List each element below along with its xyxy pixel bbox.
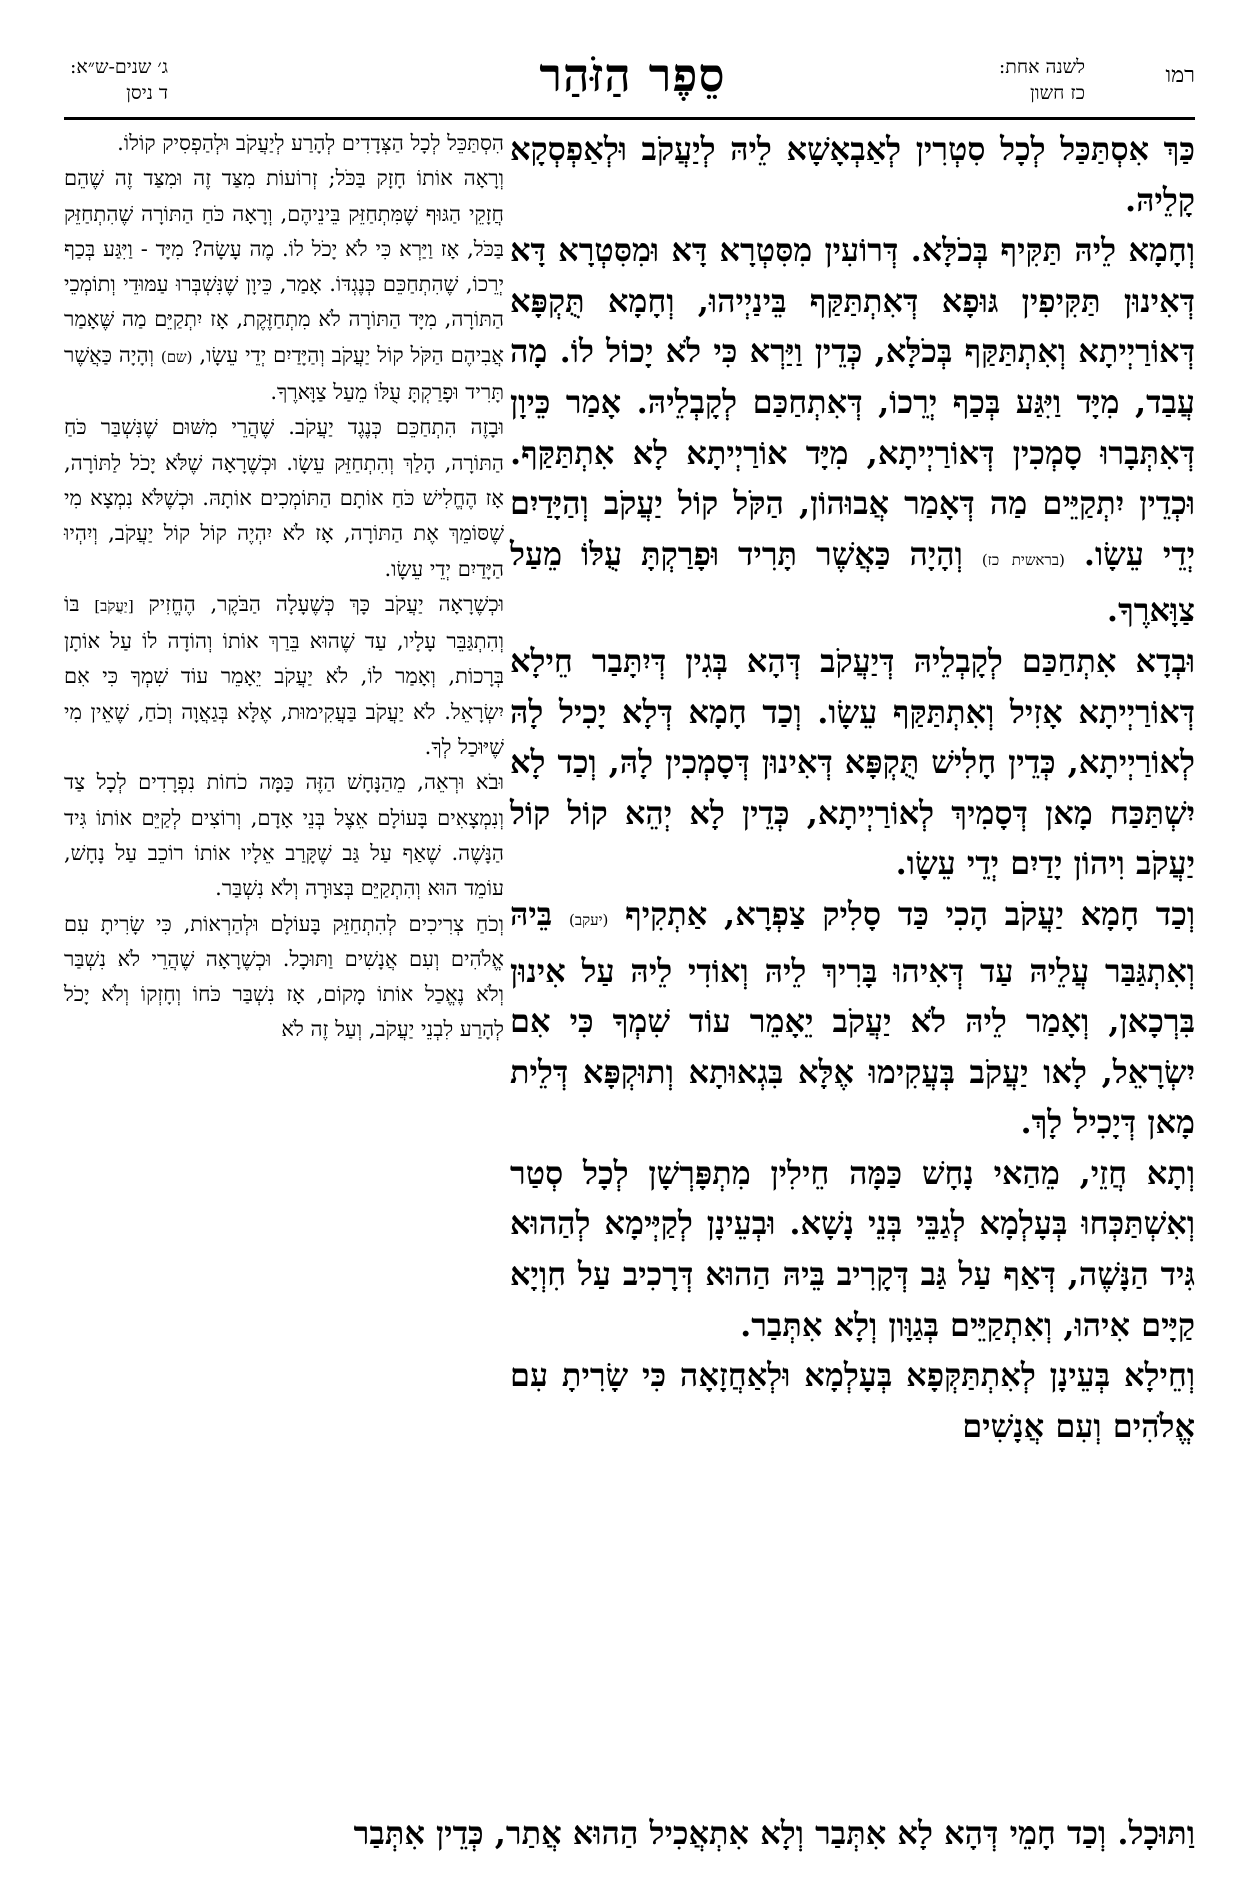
main-text: כַּךְ אִסְתַּכַּל לְכָל סִטְרִין לְאַבְאָשָׁא לֵיהּ לְיַעֲקֹב וּלְאַפְסְקָא קָלֵיהּ. [510, 130, 1195, 219]
side-text: וְכֹחַ צְרִיכִים לְהִתְחַזֵּק בָּעוֹלָם וּלְהַרְאוֹת, כִּי שָׂרִיתָ עִם אֱלֹהִים וְעִם אֲנָשִׁים וַתּוּכָל. וּכְשֶׁרָאָה שֶׁהֲרֵי לֹא נִשְׁבַּר וְלֹא נֶאֱכַל אוֹתוֹ מָקוֹם, אָז נִשְׁבַּר כֹּחוֹ וְחָזְקוֹ וְלֹא יָכֹל לְהָרַע לִבְנֵי יַעֲקֹב, וְעַל זֶה לֹא [64, 911, 504, 1042]
side-text: בּוֹ וְהִתְגַּבֵּר עָלָיו, עַד שֶׁהוּא בֵּרַךְ אוֹתוֹ וְהוֹדָה לוֹ עַל אוֹתָן בְּרָכוֹת, וְאָמַר לוֹ, לֹא יַעֲקֹב יֵאָמֵר עוֹד שִׁמְךָ כִּי אִם יִשְׂרָאֵל. לֹא יַעֲקֹב בַּעֲקִימוּת, אֶלָּא בְּגַאֲוָה וְכֹחַ, שֶׁאֵין מִי שֶׁיּוּכַל לְךָ. [64, 591, 504, 760]
main-text: וְחָמָא לֵיהּ תַּקִּיף בְּכֹלָּא. דְּרוֹעִין מִסִּטְרָא דָּא וּמִסִּטְרָא דָּא דְּאִינוּן תַּקִּיפִין גּוּפָא דְּאִתְתַּקַּף בֵּינַיְיהוּ, וְחָמָא תֻּקְפָּא דְּאוֹרַיְיתָא וְאִתְתַּקַּף בְּכֹלָּא, כְּדֵין וַיַּרְא כִּי לֹא יָכוֹל לוֹ. מָה עֲבַד, מִיָּד וַיִּגַּע בְּכַף יְרֵכוֹ, דְּאִתְחַכַּם לְקָבְלֵיהּ. אָמַר כֵּיוָן דְּאִתְּבָרוּ סָמְכִין דְּאוֹרַיְיתָא, מִיָּד אוֹרַיְיתָא לָא אִתְתַּקַּף. וּכְדֵין יִתְקַיֵּים מַה דְּאָמַר אֲבוּהוֹן, הַקֹּל קוֹל יַעֲקֹב וְהַיָּדַיִם יְדֵי עֵשָׂו. [510, 231, 1196, 573]
aramaic-main-column [510, 124, 1195, 1451]
alt-plan-label: ג׳ שנים-ש״א: [70, 56, 169, 78]
side-paragraph [64, 765, 504, 906]
inserted-word: [יַעֲקֹב] [94, 596, 134, 615]
main-text: בֵּיהּ וְאִתְגַּבַּר עֲלֵיהּ עַד דְּאִיהוּ בָּרִיךְ לֵיהּ וְאוֹדִי לֵיהּ עַל אִינוּן בִּרְכָאן, וְאָמַר לֵיהּ לֹא יַעֲקֹב יֵאָמֵר עוֹד שִׁמְךָ כִּי אִם יִשְׂרָאֵל, לָאו יַעֲקֹב בְּעֲקִימוּ אֶלָּא בִּגְאוּתָא וְתוּקְפָּא דְּלֵית מָאן דְּיָכִיל לָךְ. [510, 894, 1195, 1142]
side-paragraph [64, 410, 504, 586]
side-text: וּבֹא וּרְאֵה, מֵהַנָּחָשׁ הַזֶּה כַּמָּה כֹחוֹת נִפְרָדִים לְכָל צַד וְנִמְצָאִים בָּעוֹלָם אֵצֶל בְּנֵי אָדָם, וְרוֹצִים לְקַיֵּם אוֹתוֹ גִּיד הַנָּשֶׁה. שֶׁאַף עַל גַּב שֶׁקָּרַב אֵלָיו אוֹתוֹ רוֹכֵב עַל נָחָשׁ, עוֹמֵד הוּא וְהִתְקַיֵּם בְּצוּרָה וְלֹא נִשְׁבַּר. [64, 770, 504, 901]
main-text: וְהָיָה כַּאֲשֶׁר תָּרִיד וּפָרַקְתָּ עֻלּוֹ מֵעַל צַוָּארֶךָ. [510, 534, 1195, 630]
side-text: הִסְתַּכֵּל לְכָל הַצְּדָדִים לְהָרַע לְיַעֲקֹב וּלְהַפְסִיק קוֹלוֹ. [117, 131, 504, 155]
study-date-label: כז חשון [1029, 82, 1085, 104]
side-text: וּכְשֶׁרָאָה יַעֲקֹב כָּךְ כְּשֶׁעָלָה הַבֹּקֶר, הֶחֱזִיק [148, 591, 504, 616]
main-paragraph [510, 124, 1195, 225]
side-text: וְהָיָה כַּאֲשֶׁר תָּרִיד וּפָרַקְתָּ עֻלּוֹ מֵעַל צַוָּארֶךָ. [64, 342, 504, 405]
main-text: וּבְדָא אִתְחַכַּם לְקָבְלֵיהּ דְּיַעֲקֹב דְּהָא בְּגִין דְּיִתָּבַר חֵילָא דְּאוֹרַיְיתָא אָזִיל וְאִתְתַּקַּף עֵשָׂו. וְכַד חָמָא דְּלָא יָכִיל לָהּ לְאוֹרַיְיתָא, כְּדֵין חָלִישׁ תֻּקְפָּא דְּאִינוּן דְּסָמְכִין לָהּ, וְכַד לָא יִשְׁתַּכַּח מָאן דְּסָמִיךְ לְאוֹרַיְיתָא, כְּדֵין לָא יְהֵא קוֹל קוֹל יַעֲקֹב וִיהוֹן יָדַיִם יְדֵי עֵשָׂו. [510, 641, 1195, 883]
main-text: וְכַד חָמָא יַעֲקֹב הָכִי כַּד סָלִיק צַפְרָא, אַתְקִיף [625, 894, 1196, 933]
main-text: וְחֵילָא בְּעֵינָן לְאִתְתַּקְּפָא בְּעָלְמָא וּלְאַחֲזָאָה כִּי שָׂרִיתָ עִם אֱלֹהִים וְעִם אֲנָשִׁים [510, 1356, 1195, 1445]
main-paragraph [510, 636, 1195, 889]
source-reference: (בראשית כז) [981, 550, 1065, 569]
hebrew-translation-column [64, 126, 504, 1048]
side-text: וּבָזֶה הִתְחַכֵּם כְּנֶגֶד יַעֲקֹב. שֶׁהֲרֵי מִשּׁוּם שֶׁנִּשְׁבַּר כֹּחַ הַתּוֹרָה, הָלַךְ וְהִתְחַזֵּק עֵשָׂו. וּכְשֶׁרָאָה שֶׁלֹּא יָכֹל לַתּוֹרָה, אָז הֶחֱלִישׁ כֹּחַ אוֹתָם הַתּוֹמְכִים אוֹתָהּ. וּכְשֶׁלֹּא נִמְצָא מִי שֶׁסּוֹמֵךְ אֶת הַתּוֹרָה, אָז לֹא יִהְיֶה קוֹל קוֹל יַעֲקֹב, וְיִהְיוּ הַיָּדַיִם יְדֵי עֵשָׂו. [64, 415, 504, 581]
side-paragraph [64, 907, 504, 1048]
book-title: סֵפֶר הַזֹּהַר [539, 48, 726, 102]
main-paragraph [510, 889, 1195, 1148]
page-header [70, 48, 1195, 116]
main-text: וְתָא חֲזֵי, מֵהַאי נָחָשׁ כַּמָּה חֵילִין מִתְפָּרְשָׁן לְכָל סְטַר וְאִשְׁתַּכְּחוּ בְּעָלְמָא לְגַבֵּי בְּנֵי נָשָׁא. וּבְעֵינָן לְקַיְּימָא לְהַהוּא גִּיד הַנָּשֶׁה, דְּאַף עַל גַּב דְּקָרִיב בֵּיהּ הַהוּא דְּרָכִיב עַל חִוְיָא קַיָּים אִיהוּ, וְאִתְקַיֵּים בְּגַוָּון וְלָא אִתְּבַר. [510, 1153, 1195, 1344]
side-paragraph [64, 587, 504, 765]
study-plan-label: לשנה אחת: [998, 56, 1085, 78]
header-rule [64, 117, 1195, 120]
side-text: וְרָאָה אוֹתוֹ חָזָק בַּכֹּל; זְרוֹעוֹת מִצַּד זֶה וּמִצַּד זֶה שֶׁהֵם חֲזָקֵי הַגּוּף שֶׁמִּתְחַזֵּק בֵּינֵיהֶם, וְרָאָה כֹּחַ הַתּוֹרָה שֶׁהִתְחַזֵּק בַּכֹּל, אָז וַיַּרְא כִּי לֹא יָכֹל לוֹ. מֶה עָשָׂה? מִיָּד - וַיִּגַּע בְּכַף יְרֵכוֹ, שֶׁהִתְחַכֵּם כְּנֶגְדּוֹ. אָמַר, כֵּיוָן שֶׁנִּשְׁבְּרוּ עַמּוּדֵי וְתוֹמְכֵי הַתּוֹרָה, מִיָּד הַתּוֹרָה לֹא מִתְחַזֶּקֶת, אָז יִתְקַיֵּם מַה שֶּׁאָמַר אֲבִיהֶם הַקֹּל קוֹל יַעֲקֹב וְהַיָּדַיִם יְדֵי עֵשָׂו, [64, 166, 504, 367]
main-paragraph [510, 1350, 1195, 1451]
main-paragraph [510, 225, 1195, 636]
side-paragraph [64, 126, 504, 161]
alt-date-label: ד ניסן [126, 82, 169, 104]
page-number: רמו [1165, 63, 1195, 88]
bottom-continuation-line: וַתּוּכָל. וְכַד חָמֵי דְּהָא לָא אִתְּבַר וְלָא אִתְאֲכִיל הַהוּא אֲתַר, כְּדֵין אִתְּבַר [353, 1814, 1195, 1852]
side-paragraph [64, 161, 504, 410]
inserted-word: (יעקב) [568, 910, 609, 929]
header-left-info [70, 54, 168, 106]
source-reference: (שם) [160, 347, 193, 366]
main-paragraph [510, 1148, 1195, 1350]
